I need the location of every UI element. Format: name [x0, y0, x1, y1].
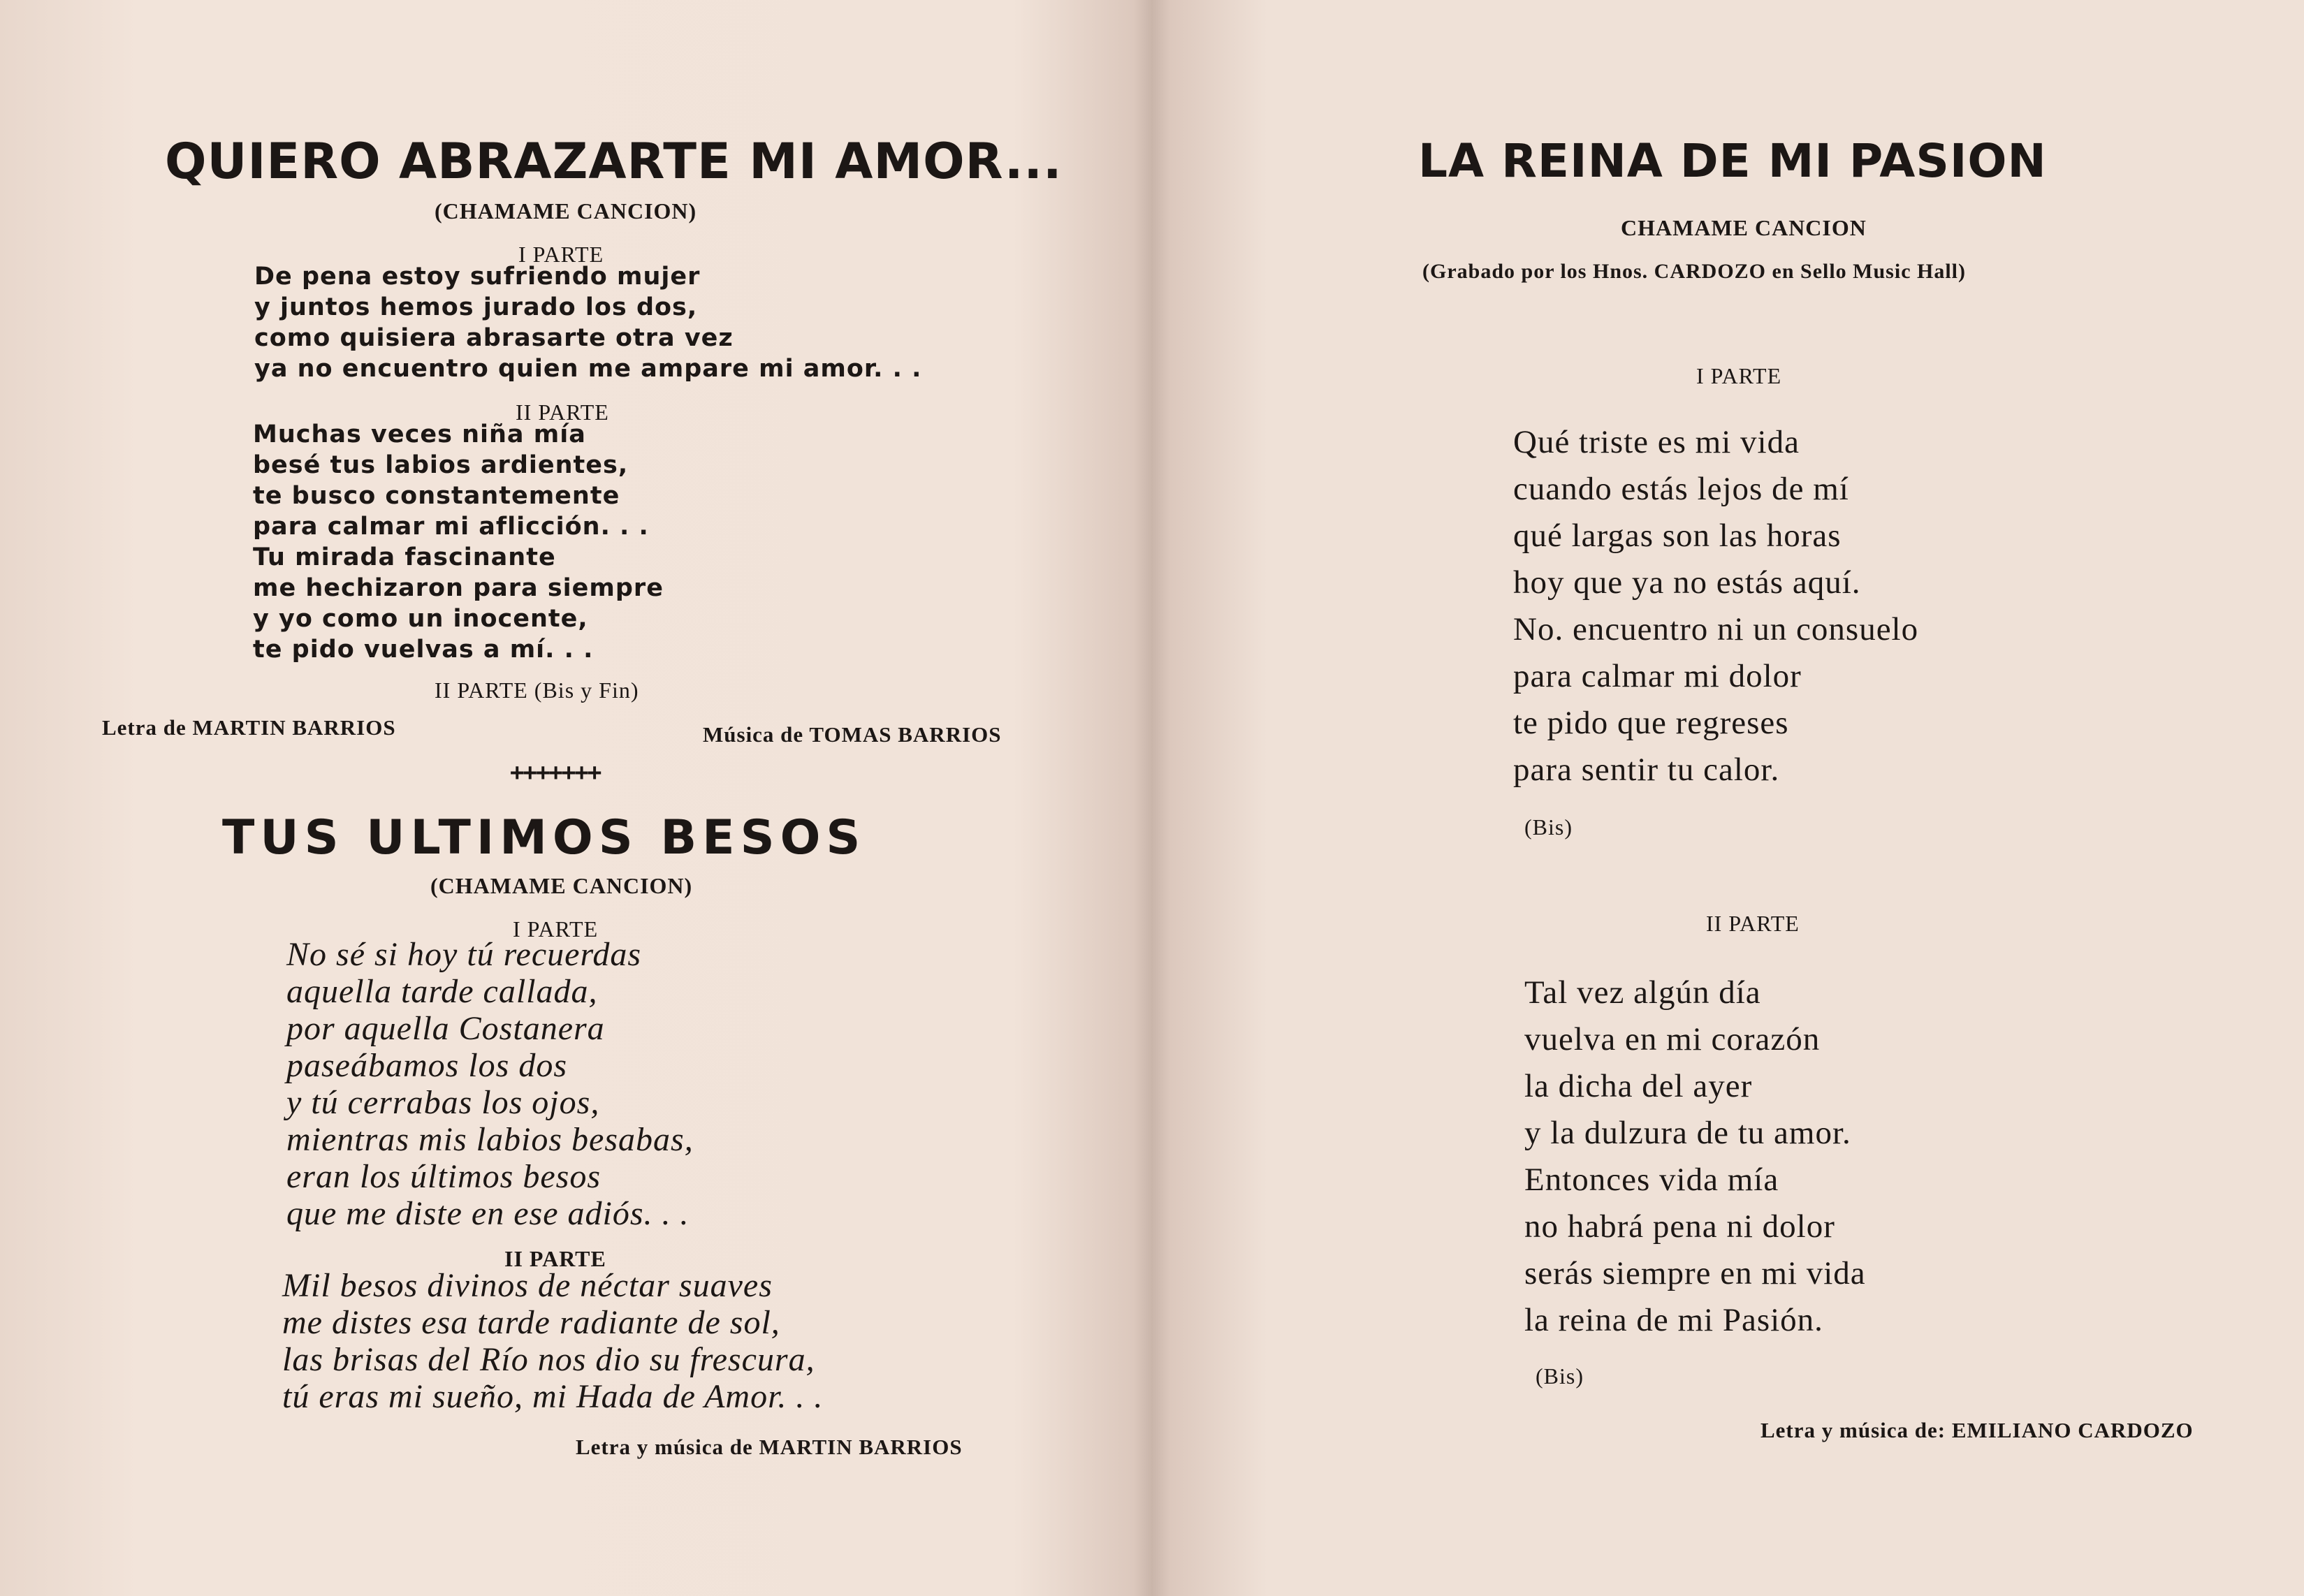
verse-line: me distes esa tarde radiante de sol, [282, 1304, 780, 1341]
song-subtitle: (CHAMAME CANCION) [430, 873, 693, 898]
music-credit: Música de TOMAS BARRIOS [703, 722, 1002, 747]
verse-line: para calmar mi dolor [1513, 658, 1802, 694]
verse-line: paseábamos los dos [286, 1047, 568, 1084]
verse-line: por aquella Costanera [286, 1010, 605, 1047]
verse-line: hoy que ya no estás aquí. [1513, 564, 1861, 601]
verse-line: te pido vuelvas a mí. . . [253, 636, 594, 664]
verse-line: De pena estoy sufriendo mujer [254, 263, 701, 291]
separator-ornament: +++++++ [510, 759, 601, 786]
song-title: TUS ULTIMOS BESOS [222, 810, 866, 865]
verse-line: para sentir tu calor. [1513, 752, 1780, 788]
verse-line: las brisas del Río nos dio su frescura, [282, 1341, 815, 1378]
verse-block [1513, 419, 1918, 793]
verse-line: para calmar mi aflicción. . . [253, 513, 649, 541]
verse-line: Muchas veces niña mía [253, 420, 586, 448]
verse-line: eran los últimos besos [286, 1158, 601, 1195]
verse-line: ya no encuentro quien me ampare mi amor. . . [254, 355, 922, 383]
verse-line: serás siempre en mi vida [1524, 1255, 1866, 1291]
verse-line: No. encuentro ni un consuelo [1513, 611, 1919, 647]
verse-block [254, 261, 921, 384]
verse-line: Qué triste es mi vida [1513, 424, 1800, 460]
verse-line: tú eras mi sueño, mi Hada de Amor. . . [282, 1378, 824, 1415]
song-subtitle: CHAMAME CANCION [1621, 215, 1867, 240]
verse-line: mientras mis labios besabas, [286, 1121, 694, 1158]
part-label: II PARTE [504, 1246, 606, 1271]
verse-line: y yo como un inocente, [253, 605, 588, 633]
verse-line: y juntos hemos jurado los dos, [254, 293, 698, 321]
verse-line: que me diste en ese adiós. . . [286, 1195, 690, 1232]
part-label: II PARTE [516, 400, 609, 425]
lyrics-credit: Letra de MARTIN BARRIOS [102, 715, 396, 740]
bis-label: (Bis) [1536, 1363, 1584, 1389]
bis-label: (Bis) [1524, 814, 1573, 840]
verse-line: la dicha del ayer [1524, 1068, 1753, 1104]
verse-line: cuando estás lejos de mí [1513, 471, 1849, 507]
right-page [1160, 0, 2304, 1596]
verse-block [253, 419, 664, 665]
song-credit: Letra y música de: EMILIANO CARDOZO [1760, 1418, 2194, 1442]
verse-line: me hechizaron para siempre [253, 574, 664, 602]
song-subtitle: (CHAMAME CANCION) [435, 198, 697, 224]
verse-line: Tu mirada fascinante [253, 543, 556, 571]
verse-line: aquella tarde callada, [286, 973, 598, 1010]
verse-line: la reina de mi Pasión. [1524, 1302, 1823, 1338]
verse-line: te busco constantemente [253, 482, 620, 510]
verse-line: besé tus labios ardientes, [253, 451, 629, 479]
verse-line: y la dulzura de tu amor. [1524, 1115, 1851, 1151]
recording-note: (Grabado por los Hnos. CARDOZO en Sello Music Hall) [1422, 260, 1967, 283]
verse-block [286, 936, 694, 1232]
verse-line: y tú cerrabas los ojos, [286, 1084, 600, 1121]
part-label: I PARTE [513, 916, 599, 942]
verse-line: no habrá pena ni dolor [1524, 1208, 1835, 1245]
verse-block [282, 1267, 823, 1415]
song-title: QUIERO ABRAZARTE MI AMOR... [165, 133, 1063, 190]
verse-line: Mil besos divinos de néctar suaves [282, 1267, 773, 1304]
verse-line: como quisiera abrasarte otra vez [254, 324, 734, 352]
verse-block [1524, 969, 1866, 1344]
song-credit: Letra y música de MARTIN BARRIOS [576, 1435, 963, 1459]
verse-line: Entonces vida mía [1524, 1162, 1779, 1198]
part-label: II PARTE [1706, 911, 1800, 936]
verse-line: No sé si hoy tú recuerdas [286, 936, 642, 973]
song-title: LA REINA DE MI PASION [1418, 134, 2047, 188]
left-page [0, 0, 1149, 1596]
part-label: I PARTE [518, 242, 604, 267]
verse-line: qué largas son las horas [1513, 518, 1842, 554]
verse-line: Tal vez algún día [1524, 974, 1761, 1011]
verse-line: vuelva en mi corazón [1524, 1021, 1821, 1057]
part-label: I PARTE [1696, 363, 1782, 388]
verse-line: te pido que regreses [1513, 705, 1789, 741]
part-label: II PARTE (Bis y Fin) [435, 678, 639, 703]
